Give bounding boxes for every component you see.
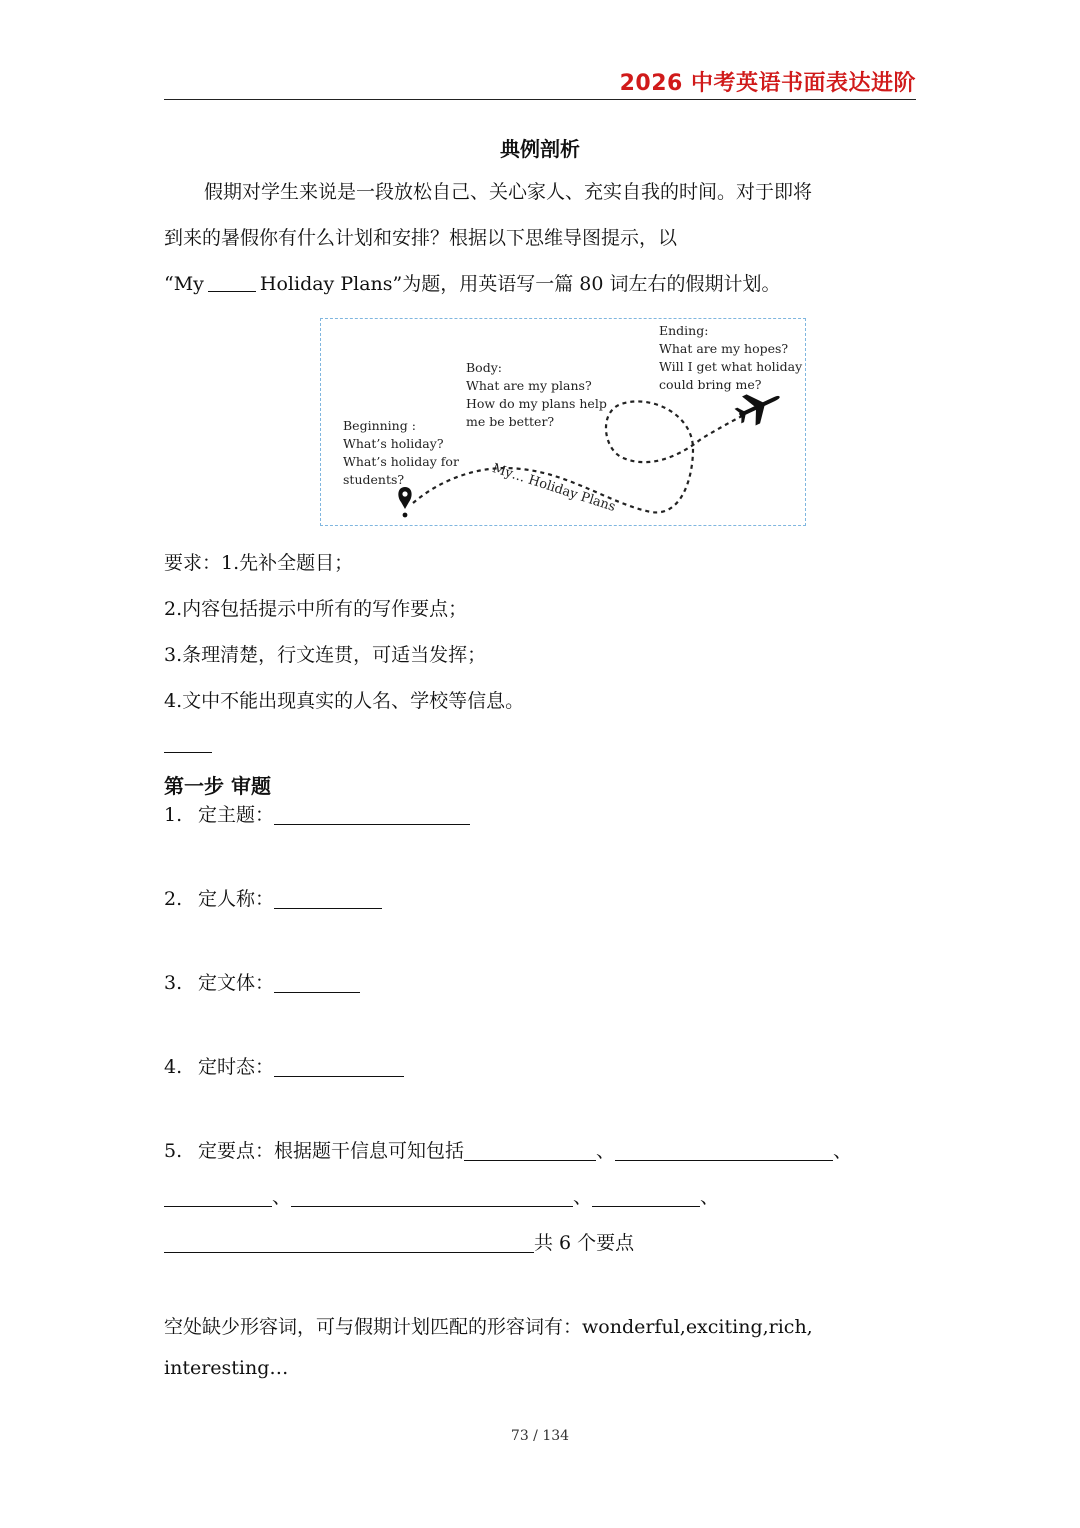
step-item-4-number: 4.: [164, 1056, 183, 1078]
path-label: My… Holiday Plans: [490, 461, 618, 515]
prompt-paragraph: [164, 169, 916, 307]
ending-question-2: Will I get what holiday: [659, 359, 803, 374]
ending-question-1: What are my hopes?: [659, 341, 789, 356]
prompt-line-2: 到来的暑假你有什么计划和安排？根据以下思维导图提示，以: [164, 227, 678, 249]
ending-question-2-cont: could bring me?: [659, 377, 762, 392]
step-item-4: [164, 1052, 404, 1079]
step-item-5-line-3: [164, 1228, 634, 1255]
ending-heading: Ending:: [659, 323, 709, 338]
prompt-line-3: [164, 261, 916, 307]
key-point-blank-1[interactable]: [464, 1140, 596, 1161]
separator: 、: [833, 1140, 853, 1162]
step-item-5: [164, 1136, 852, 1163]
step-item-3: [164, 968, 360, 995]
document-header-title: 2026 中考英语书面表达进阶: [619, 71, 916, 96]
step-item-1-number: 1.: [164, 804, 183, 826]
genre-answer-blank[interactable]: [274, 972, 360, 993]
separator: 、: [700, 1186, 720, 1208]
key-point-blank-6[interactable]: [164, 1232, 534, 1253]
step-item-2-number: 2.: [164, 888, 183, 910]
step-item-3-number: 3.: [164, 972, 183, 994]
key-point-blank-3[interactable]: [164, 1186, 272, 1207]
page-number: 73 / 134: [510, 1428, 570, 1444]
location-pin-icon: [398, 487, 411, 517]
separator: 、: [573, 1186, 593, 1208]
requirement-4: 4.文中不能出现真实的人名、学校等信息。: [164, 690, 525, 712]
title-blank: [208, 273, 256, 292]
step-1-title: 第一步 审题: [164, 774, 271, 798]
requirement-3: 3.条理清楚，行文连贯，可适当发挥；: [164, 644, 487, 666]
step-item-5-line-2: [164, 1182, 719, 1209]
key-point-blank-2[interactable]: [615, 1140, 833, 1161]
beginning-question-2-cont: students?: [343, 472, 405, 487]
step-item-5-number: 5.: [164, 1140, 183, 1162]
key-point-blank-4[interactable]: [291, 1186, 573, 1207]
tense-answer-blank[interactable]: [274, 1056, 404, 1077]
adjective-note-line-1: 空处缺少形容词，可与假期计划匹配的形容词有：wonderful,exciting,rich,: [164, 1316, 813, 1338]
body-question-2-cont: me be better?: [466, 414, 555, 429]
body-question-2: How do my plans help: [466, 396, 607, 411]
beginning-question-2: What’s holiday for: [343, 454, 459, 469]
beginning-section: [343, 417, 459, 489]
separator: 、: [272, 1186, 292, 1208]
prompt-line-1: 假期对学生来说是一段放松自己、关心家人、充实自我的时间。对于即将: [204, 181, 813, 203]
step-item-1-label: 定主题：: [198, 804, 275, 826]
ending-section: [659, 322, 802, 394]
step-item-2: [164, 884, 382, 911]
person-answer-blank[interactable]: [274, 888, 382, 909]
topic-answer-blank[interactable]: [274, 804, 470, 825]
separator: 、: [596, 1140, 616, 1162]
prompt-line-3-start: “My: [164, 273, 204, 295]
body-section: [466, 359, 607, 431]
mind-map-figure: [320, 318, 806, 526]
key-point-total: 共 6 个要点: [534, 1232, 635, 1254]
body-heading: Body:: [466, 360, 502, 375]
key-point-blank-5[interactable]: [592, 1186, 700, 1207]
beginning-question-1: What’s holiday?: [343, 436, 444, 451]
adjective-note-line-2: interesting…: [164, 1357, 289, 1379]
step-item-3-label: 定文体：: [198, 972, 275, 994]
header-rule: [164, 99, 916, 100]
prompt-line-3-end: Holiday Plans”为题，用英语写一篇 80 词左右的假期计划。: [259, 273, 781, 295]
requirement-2: 2.内容包括提示中所有的写作要点；: [164, 598, 468, 620]
step-item-1: [164, 800, 470, 827]
step-item-2-label: 定人称：: [198, 888, 275, 910]
beginning-heading: Beginning :: [343, 418, 416, 433]
requirement-1: 要求：1.先补全题目；: [164, 552, 354, 574]
separator-rule: [164, 752, 212, 753]
section-title: 典例剖析: [500, 137, 580, 161]
body-question-1: What are my plans?: [466, 378, 592, 393]
step-item-4-label: 定时态：: [198, 1056, 275, 1078]
step-item-5-label: 定要点：根据题干信息可知包括: [198, 1140, 465, 1162]
